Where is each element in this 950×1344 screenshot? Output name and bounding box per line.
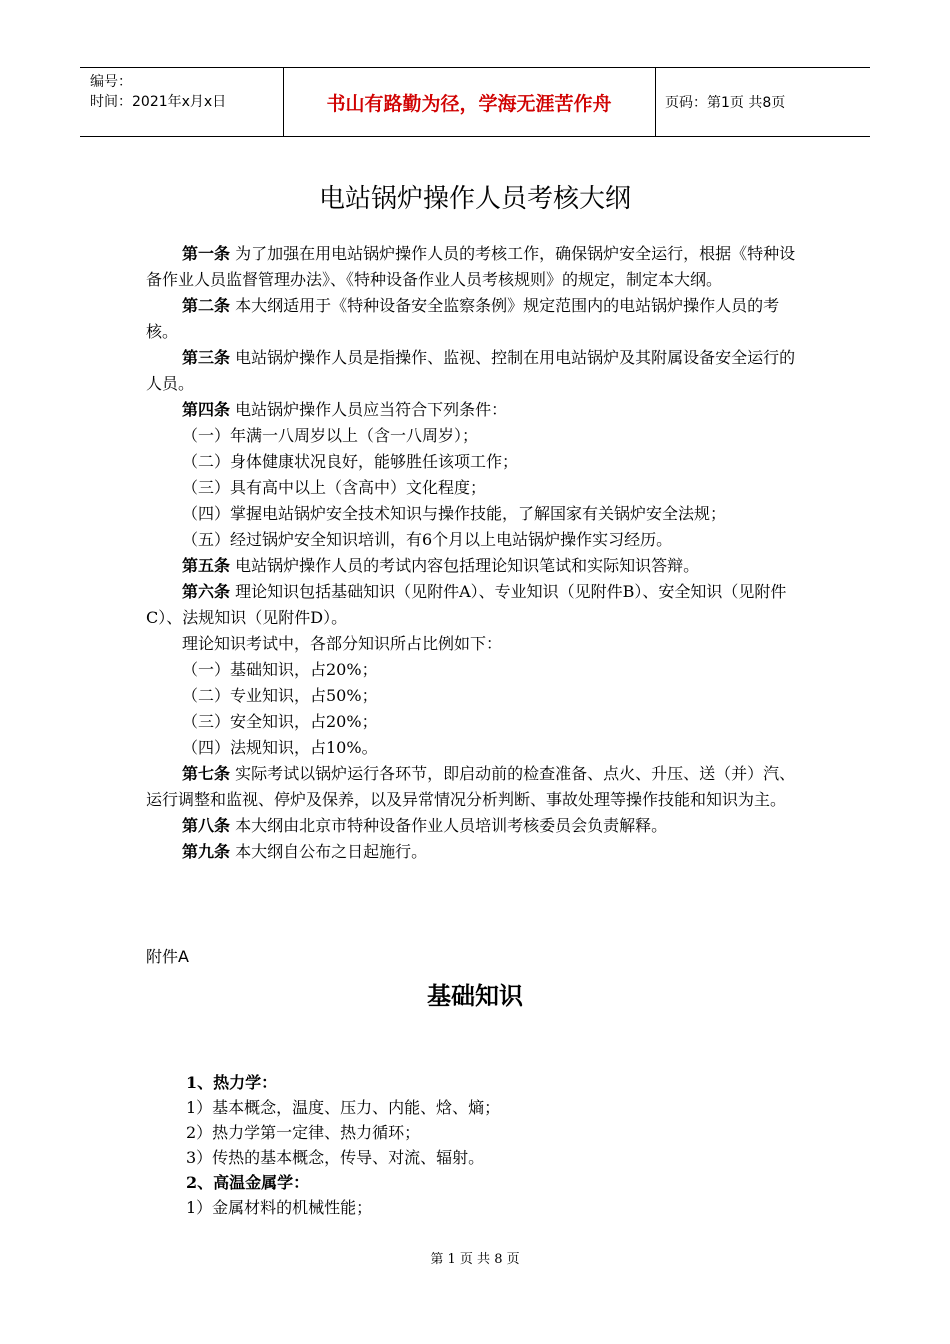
appendix-label: 附件A	[146, 947, 189, 966]
page-footer: 第 1 页 共 8 页	[430, 1252, 520, 1267]
condition-item: （五）经过锅炉安全知识培训，有6个月以上电站锅炉操作实习经历。	[182, 530, 673, 549]
article	[146, 397, 810, 423]
knowledge-item: 3）传热的基本概念，传导、对流、辐射。	[186, 1148, 485, 1167]
header-motto: 书山有路勤为径，学海无涯苦作舟	[326, 92, 612, 115]
article-text: 电站锅炉操作人员的考试内容包括理论知识笔试和实际知识答辩。	[235, 556, 700, 575]
header-page-info: 页码：第1页 共8页	[665, 95, 786, 111]
article	[146, 813, 810, 839]
article-text: 本大纲由北京市特种设备作业人员培训考核委员会负责解释。	[235, 816, 668, 835]
document-time: 时间：2021年x月x日	[90, 94, 227, 110]
condition-item: （一）年满一八周岁以上（含一八周岁）；	[182, 426, 479, 445]
article-text: 本大纲自公布之日起施行。	[235, 842, 428, 861]
article	[146, 579, 810, 631]
document-title: 电站锅炉操作人员考核大纲	[318, 184, 631, 214]
condition-item: （二）身体健康状况良好，能够胜任该项工作；	[182, 452, 519, 471]
article-text: 本大纲适用于《特种设备安全监察条例》规定范围内的电站锅炉操作人员的考核。	[146, 296, 780, 341]
article	[146, 345, 810, 397]
ratio-item: （二）专业知识，占50%；	[182, 686, 378, 705]
ratio-item: （一）基础知识，占20%；	[182, 660, 378, 679]
article-label: 第五条	[182, 556, 231, 575]
article	[146, 761, 810, 813]
knowledge-heading: 1、热力学：	[186, 1073, 278, 1092]
article-label: 第九条	[182, 842, 231, 861]
document-header	[80, 67, 870, 137]
ratio-item: （三）安全知识，占20%；	[182, 712, 378, 731]
article-label: 第八条	[182, 816, 231, 835]
article-text: 实际考试以锅炉运行各环节，即启动前的检查准备、点火、升压、送（并）汽、运行调整和监视、停炉及保养，以及异常情况分析判断、事故处理等操作技能和知识为主。	[146, 764, 796, 809]
document-number: 编号：	[90, 74, 132, 90]
article-text: 电站锅炉操作人员是指操作、监视、控制在用电站锅炉及其附属设备安全运行的人员。	[146, 348, 796, 393]
article-label: 第四条	[182, 400, 231, 419]
article-label: 第一条	[182, 244, 231, 263]
article-label: 第六条	[182, 582, 231, 601]
knowledge-heading: 2、高温金属学：	[186, 1173, 310, 1192]
document-body	[146, 241, 810, 865]
knowledge-item: 2）热力学第一定律、热力循环；	[186, 1123, 421, 1142]
knowledge-list	[186, 1070, 806, 1220]
article	[146, 241, 810, 293]
header-meta	[90, 72, 226, 112]
article-label: 第七条	[182, 764, 231, 783]
article	[146, 553, 810, 579]
article-text: 理论知识包括基础知识（见附件A）、专业知识（见附件B）、安全知识（见附件C）、法规知识（见附件D）。	[146, 582, 787, 627]
article	[146, 293, 810, 345]
ratio-item: （四）法规知识，占10%。	[182, 738, 378, 757]
article-label: 第三条	[182, 348, 231, 367]
article-text: 为了加强在用电站锅炉操作人员的考核工作，确保锅炉安全运行，根据《特种设备作业人员监督管理办法》、《特种设备作业人员考核规则》的规定，制定本大纲。	[146, 244, 796, 289]
ratio-intro: 理论知识考试中，各部分知识所占比例如下：	[182, 634, 503, 653]
knowledge-item: 1）金属材料的机械性能；	[186, 1198, 373, 1217]
header-divider	[655, 68, 656, 136]
article-text: 电站锅炉操作人员应当符合下列条件：	[235, 400, 508, 419]
article-label: 第二条	[182, 296, 231, 315]
condition-item: （四）掌握电站锅炉安全技术知识与操作技能，了解国家有关锅炉安全法规；	[182, 504, 727, 523]
article	[146, 839, 810, 865]
condition-item: （三）具有高中以上（含高中）文化程度；	[182, 478, 487, 497]
section-title: 基础知识	[427, 982, 523, 1010]
knowledge-item: 1）基本概念，温度、压力、内能、焓、熵；	[186, 1098, 501, 1117]
